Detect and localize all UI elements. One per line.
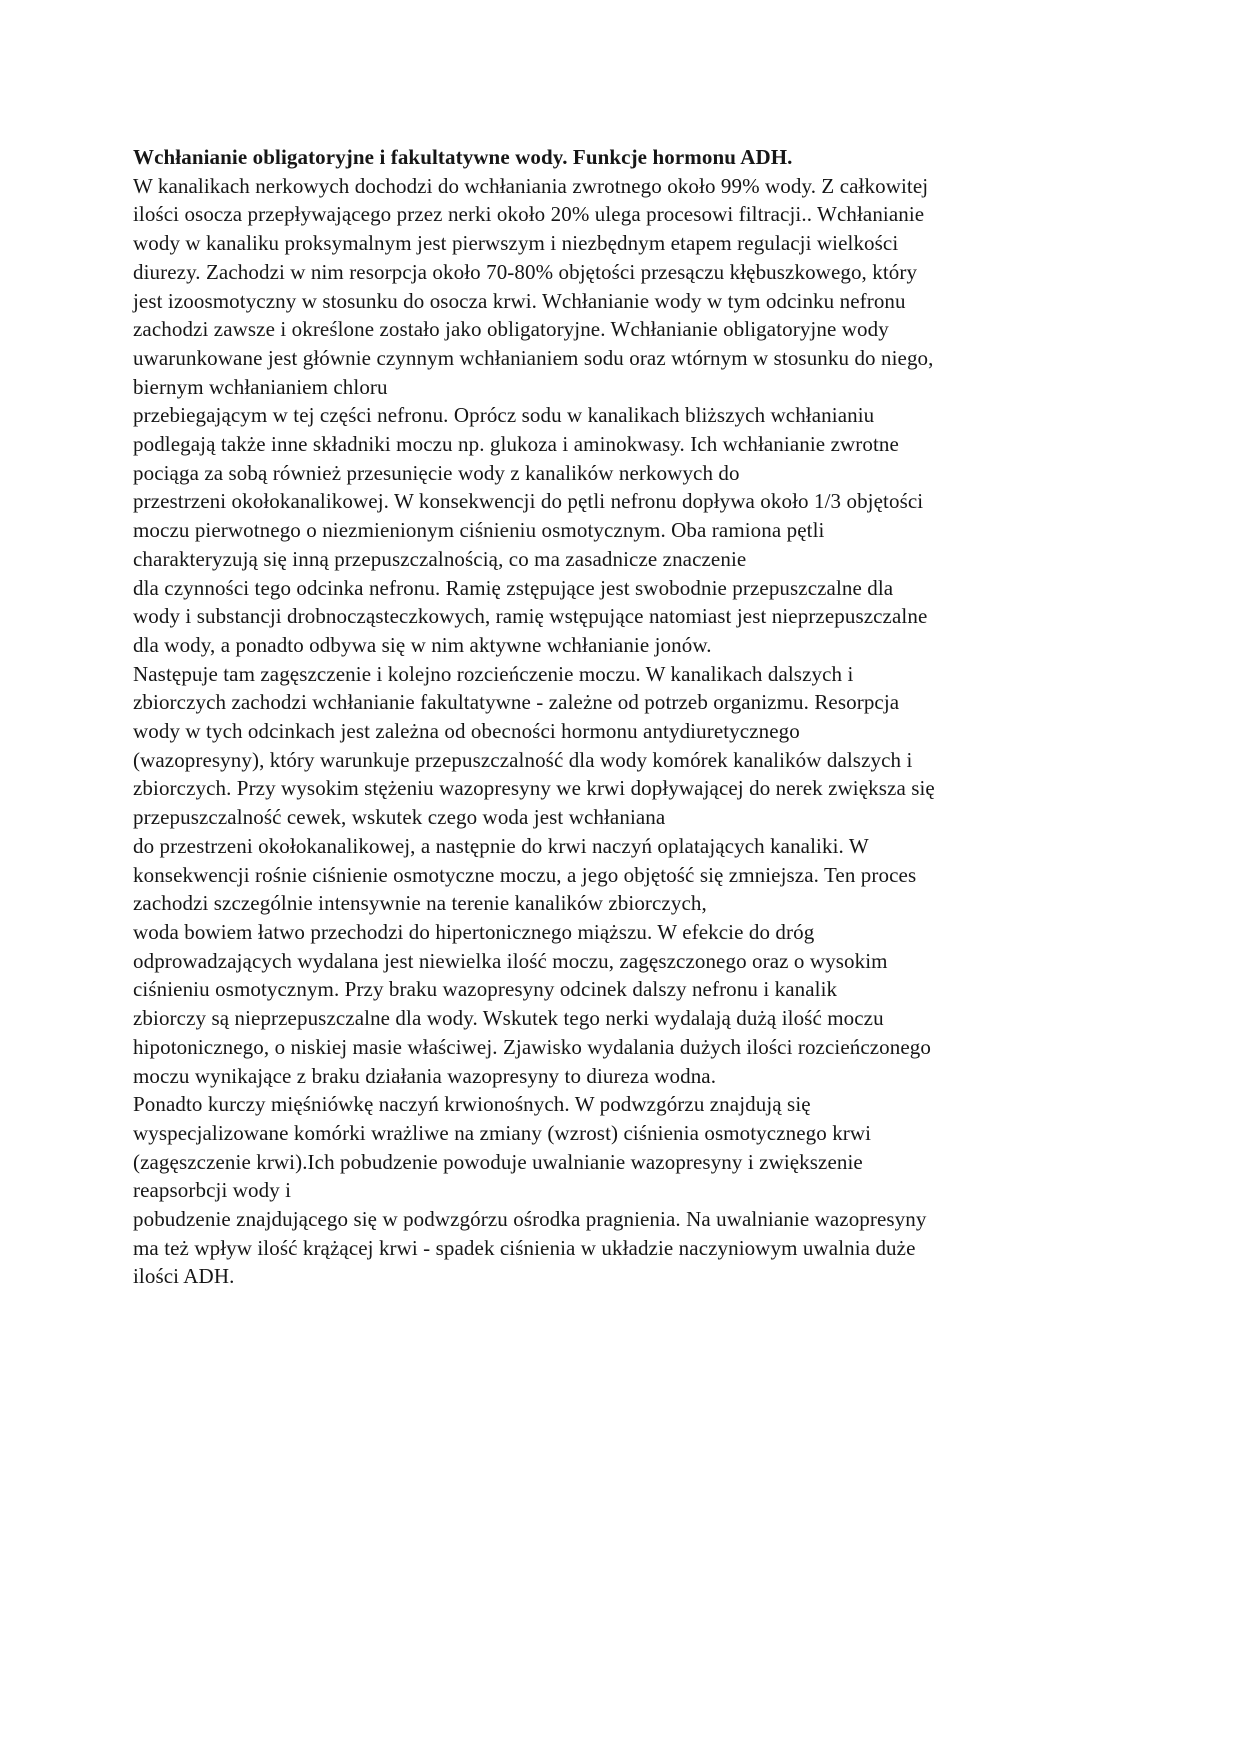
text-line: Następuje tam zagęszczenie i kolejno rozcieńczenie moczu. W kanalikach dalszych i: [133, 661, 854, 686]
text-line: zbiorczych. Przy wysokim stężeniu wazopresyny we krwi dopływającej do nerek zwiększa się: [133, 776, 935, 801]
text-line: (wazopresyny), który warunkuje przepuszczalność dla wody komórek kanalików dalszych i: [133, 747, 913, 772]
text-line: wody w kanaliku proksymalnym jest pierwszym i niezbędnym etapem regulacji wielkości: [133, 231, 899, 256]
text-line: dla czynności tego odcinka nefronu. Ramię zstępujące jest swobodnie przepuszczalne dla: [133, 575, 894, 600]
text-line: reapsorbcji wody i: [133, 1178, 292, 1203]
document-body: [133, 172, 1110, 1291]
text-line: ma też wpływ ilość krążącej krwi - spadek ciśnienia w układzie naczyniowym uwalnia duże: [133, 1235, 916, 1260]
text-line: podlegają także inne składniki moczu np. glukoza i aminokwasy. Ich wchłanianie zwrotne: [133, 432, 899, 457]
text-line: ilości ADH.: [133, 1264, 235, 1289]
text-line: ciśnieniu osmotycznym. Przy braku wazopresyny odcinek dalszy nefronu i kanalik: [133, 977, 838, 1002]
text-line: hipotonicznego, o niskiej masie właściwej. Zjawisko wydalania dużych ilości rozcieńczonego: [133, 1034, 932, 1059]
text-line: diurezy. Zachodzi w nim resorpcja około 70-80% objętości przesączu kłębuszkowego, który: [133, 259, 918, 284]
text-line: wody w tych odcinkach jest zależna od obecności hormonu antydiuretycznego: [133, 719, 800, 744]
text-line: przestrzeni okołokanalikowej. W konsekwencji do pętli nefronu dopływa około 1/3 objętości: [133, 489, 924, 514]
text-line: moczu pierwotnego o niezmienionym ciśnieniu osmotycznym. Oba ramiona pętli: [133, 518, 825, 543]
text-line: (zagęszczenie krwi).Ich pobudzenie powoduje uwalnianie wazopresyny i zwiększenie: [133, 1149, 863, 1174]
text-line: jest izoosmotyczny w stosunku do osocza krwi. Wchłanianie wody w tym odcinku nefronu: [133, 288, 906, 313]
text-line: zbiorczych zachodzi wchłanianie fakultatywne - zależne od potrzeb organizmu. Resorpcja: [133, 690, 900, 715]
text-line: dla wody, a ponadto odbywa się w nim aktywne wchłanianie jonów.: [133, 632, 712, 657]
text-line: pobudzenie znajdującego się w podwzgórzu ośrodka pragnienia. Na uwalnianie wazopresyny: [133, 1207, 927, 1232]
text-line: zachodzi szczególnie intensywnie na terenie kanalików zbiorczych,: [133, 891, 707, 916]
text-line: zbiorczy są nieprzepuszczalne dla wody. Wskutek tego nerki wydalają dużą ilość moczu: [133, 1006, 884, 1031]
text-line: zachodzi zawsze i określone zostało jako obligatoryjne. Wchłanianie obligatoryjne wody: [133, 317, 889, 342]
text-line: wody i substancji drobnocząsteczkowych, ramię wstępujące natomiast jest nieprzepuszczalne: [133, 604, 928, 629]
document-title: Wchłanianie obligatoryjne i fakultatywne wody. Funkcje hormonu ADH.: [133, 145, 793, 169]
text-line: woda bowiem łatwo przechodzi do hipertonicznego miąższu. W efekcie do dróg: [133, 919, 815, 944]
text-line: konsekwencji rośnie ciśnienie osmotyczne moczu, a jego objętość się zmniejsza. Ten proces: [133, 862, 917, 887]
text-line: pociąga za sobą również przesunięcie wody z kanalików nerkowych do: [133, 460, 740, 485]
text-line: uwarunkowane jest głównie czynnym wchłanianiem sodu oraz wtórnym w stosunku do niego,: [133, 345, 934, 370]
text-line: do przestrzeni okołokanalikowej, a następnie do krwi naczyń oplatających kanaliki. W: [133, 833, 869, 858]
text-line: ilości osocza przepływającego przez nerki około 20% ulega procesowi filtracji.. Wchłanianie: [133, 202, 925, 227]
text-line: Ponadto kurczy mięśniówkę naczyń krwionośnych. W podwzgórzu znajdują się: [133, 1092, 811, 1117]
text-line: przebiegającym w tej części nefronu. Oprócz sodu w kanalikach bliższych wchłanianiu: [133, 403, 875, 428]
text-line: odprowadzających wydalana jest niewielka ilość moczu, zagęszczonego oraz o wysokim: [133, 948, 888, 973]
text-line: moczu wynikające z braku działania wazopresyny to diureza wodna.: [133, 1063, 717, 1088]
text-line: biernym wchłanianiem chloru: [133, 374, 388, 399]
text-line: W kanalikach nerkowych dochodzi do wchłaniania zwrotnego około 99% wody. Z całkowitej: [133, 173, 929, 198]
text-line: przepuszczalność cewek, wskutek czego woda jest wchłaniana: [133, 805, 666, 830]
text-line: wyspecjalizowane komórki wrażliwe na zmiany (wzrost) ciśnienia osmotycznego krwi: [133, 1120, 872, 1145]
text-line: charakteryzują się inną przepuszczalnością, co ma zasadnicze znaczenie: [133, 546, 747, 571]
